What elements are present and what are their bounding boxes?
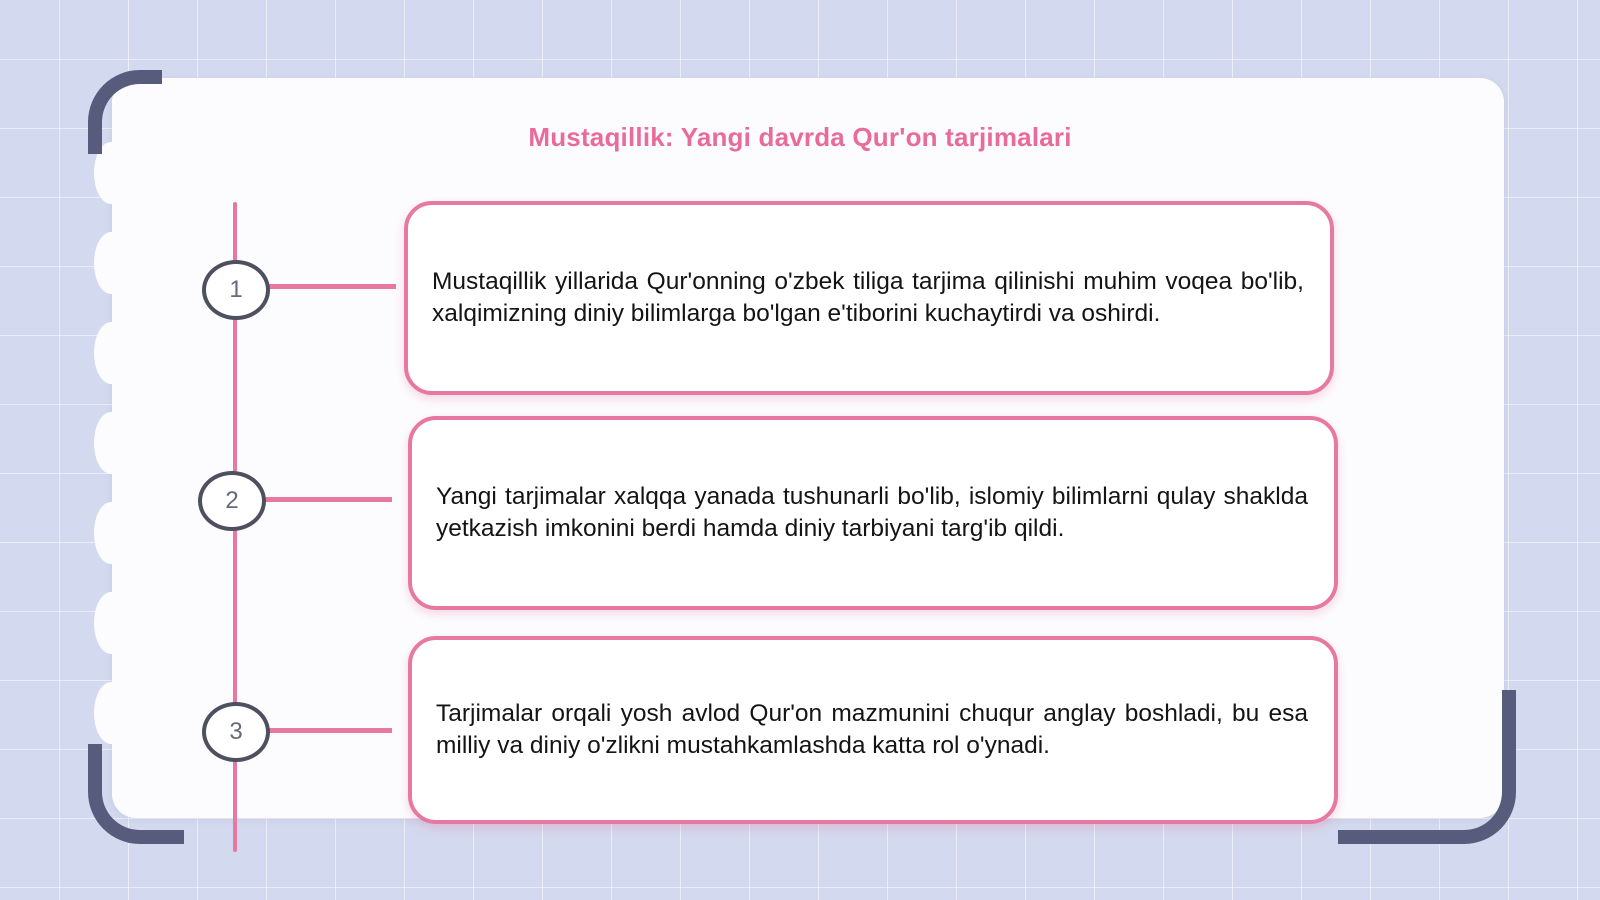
corner-bracket-bottom-right <box>1338 690 1516 844</box>
timeline-card-1 <box>404 201 1334 395</box>
timeline-card-2 <box>408 416 1338 610</box>
torn-edge-scallop <box>94 682 128 744</box>
timeline-connector-1 <box>268 284 396 289</box>
step-number-1: 1 <box>202 260 270 320</box>
slide-title: Mustaqillik: Yangi davrda Qur'on tarjimalari <box>528 122 1072 152</box>
corner-bracket-bottom-left <box>88 744 184 844</box>
torn-edge-scallop <box>94 502 128 564</box>
timeline-card-3 <box>408 636 1338 824</box>
timeline-card-text: Yangi tarjimalar xalqqa yanada tushunarli bo'lib, islomiy bilimlarni qulay shaklda yetkazish imkonini berdi hamda diniy tarbiyani targ'ib qildi. <box>436 483 1308 542</box>
timeline-connector-2 <box>264 497 392 502</box>
timeline-card-text: Tarjimalar orqali yosh avlod Qur'on mazmunini chuqur anglay boshladi, bu esa milliy va diniy o'zlikni mustahkamlashda katta rol o'ynadi. <box>436 700 1308 759</box>
step-number-2: 2 <box>198 471 266 531</box>
torn-edge-scallop <box>94 232 128 294</box>
timeline-card-text: Mustaqillik yillarida Qur'onning o'zbek tiliga tarjima qilinishi muhim voqea bo'lib, xalqimizning diniy bilimlarga bo'lgan e'tiborini kuchaytirdi va oshirdi. <box>432 268 1304 327</box>
timeline-connector-3 <box>268 728 392 733</box>
torn-edge-scallop <box>94 322 128 384</box>
torn-edge-scallop <box>94 592 128 654</box>
torn-edge-scallop <box>94 412 128 474</box>
step-number-3: 3 <box>202 702 270 762</box>
